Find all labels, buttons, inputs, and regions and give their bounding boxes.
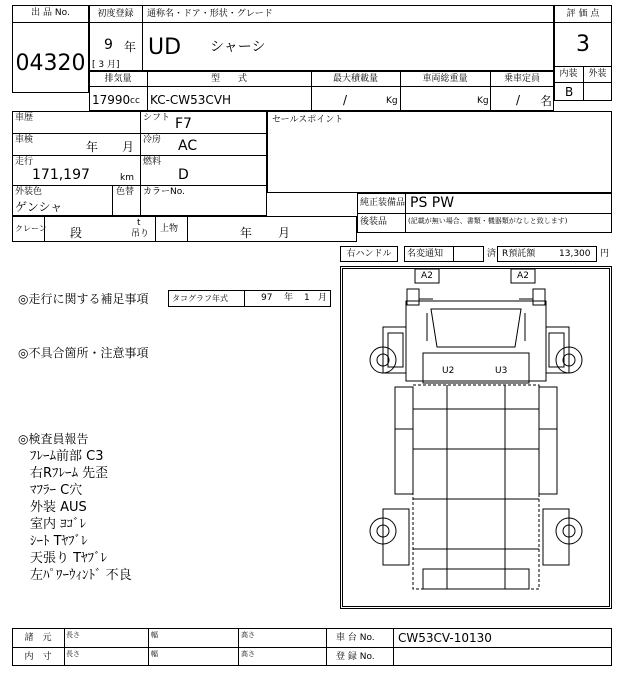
inspector-report-line: ｼｰﾄ Tﾔﾌﾞﾚ [30, 534, 88, 549]
tachograph-year: 97 [261, 293, 273, 303]
defect-title: ◎不具合箇所・注意事項 [18, 346, 149, 360]
inspector-report-line: 左ﾊﾟﾜｰｳｨﾝﾄﾞ 不良 [30, 568, 132, 583]
aftermarket-label: 後装品 [360, 217, 388, 227]
crane-stage-unit: 段 [70, 226, 83, 240]
recycle-done-label: 済 [487, 249, 497, 259]
registration-number-label: 登 録 No. [336, 652, 375, 662]
damage-mark-u2: U2 [442, 366, 455, 376]
first-registration-label: 初度登録 [97, 9, 134, 19]
inspector-report-line: 室内 ﾖｺﾞﾚ [30, 517, 87, 532]
inspector-report-line: 外装 AUS [30, 500, 87, 515]
capacity-slash: / [516, 93, 521, 107]
inspector-report-title: ◎検査員報告 [18, 432, 89, 446]
vehicle-name-label: 通称名・ドア・形状・グレード [147, 9, 273, 19]
interior-label: 内装 [559, 69, 578, 79]
damage-mark-a2-left: A2 [421, 271, 433, 281]
inner-width-label: 幅 [151, 650, 158, 658]
tachograph-month-unit: 月 [318, 293, 328, 303]
inner-dimensions-label: 内 寸 [24, 652, 52, 662]
exterior-color-value: ゲンシャ [15, 200, 63, 214]
inspector-report-line: ﾌﾚｰﾑ前部 C3 [30, 449, 104, 464]
crane-label: クレーン [15, 224, 47, 233]
crane-lift-label: 吊り [131, 229, 150, 239]
max-load-slash: / [343, 93, 348, 107]
shift-label: シフト [143, 113, 171, 123]
damage-mark-u3: U3 [495, 366, 508, 376]
color-change-label: 色替 [116, 187, 135, 197]
registration-year-unit: 年 [124, 40, 137, 54]
lot-number-box [12, 5, 89, 93]
recycle-amount: 13,300 [559, 249, 591, 259]
ac-label: 冷房 [143, 135, 162, 145]
chassis-number-label: 車 台 No. [336, 633, 375, 643]
right-handle-label: 右ハンドル [346, 249, 392, 259]
interior-grade: B [565, 85, 574, 99]
dims-height-label: 高さ [241, 631, 255, 639]
fuel-label: 燃料 [143, 157, 162, 167]
dims-width-label: 幅 [151, 631, 158, 639]
standard-equipment-value: PS PW [410, 195, 455, 211]
dims-length-label: 長さ [66, 631, 80, 639]
recycle-yen: 円 [600, 249, 610, 259]
exterior-color-label: 外装色 [15, 187, 43, 197]
model-label: 型 式 [210, 74, 247, 84]
inspection-label: 車検 [15, 135, 34, 145]
lot-number-label: 出 品 No. [31, 8, 70, 18]
name-change-label: 名変通知 [407, 249, 444, 259]
model-code: KC-CW53CVH [150, 93, 232, 107]
registration-year: 9 [104, 37, 113, 53]
gross-weight-label: 車両総重量 [422, 74, 468, 84]
inspection-month-unit: 月 [122, 140, 135, 154]
tachograph-label: タコグラフ年式 [172, 294, 228, 303]
capacity-label: 乗車定員 [503, 74, 540, 84]
damage-mark-a2-right: A2 [517, 271, 529, 281]
sales-points-label: セールスポイント [272, 115, 344, 125]
displacement-unit: cc [130, 96, 140, 106]
exterior-label: 外装 [588, 69, 607, 79]
inspector-report-line: ﾏﾌﾗｰ C穴 [30, 483, 83, 498]
truck-chassis-diagram [343, 269, 609, 606]
dimensions-label: 諸 元 [24, 633, 52, 643]
grade-label: 評 価 点 [566, 9, 600, 19]
inspection-year-unit: 年 [86, 140, 99, 154]
left-mirror [407, 289, 419, 305]
windshield [431, 309, 521, 347]
max-load-label: 最大積載量 [332, 74, 378, 84]
inner-length-label: 長さ [66, 650, 80, 658]
dashboard [427, 313, 525, 341]
mileage-value: 171,197 [32, 167, 90, 183]
capacity-unit: 名 [540, 94, 553, 108]
ac-value: AC [178, 138, 198, 154]
displacement-value: 17990 [92, 93, 131, 107]
shift-value: F7 [175, 116, 192, 132]
inner-height-label: 高さ [241, 650, 255, 658]
max-load-unit: Kg [386, 96, 398, 106]
gross-weight-unit: Kg [477, 96, 489, 106]
mileage-supplement-title: ◎走行に関する補足事項 [18, 292, 149, 306]
body-type: シャーシ [210, 39, 266, 55]
top-body-label: 上物 [160, 224, 179, 234]
displacement-label: 排気量 [104, 74, 132, 84]
grade-score: 3 [576, 32, 590, 57]
inspector-report-line: 天張り Tﾔﾌﾞﾚ [30, 551, 108, 566]
tachograph-month: 1 [304, 293, 310, 303]
inspector-report-line: 右Rﾌﾚｰﾑ 先歪 [30, 466, 109, 481]
top-body-month-unit: 月 [278, 226, 291, 240]
lot-number: 04320 [15, 51, 86, 76]
right-mirror [533, 289, 545, 305]
fuel-value: D [178, 167, 189, 183]
standard-equipment-label: 純正装備品 [360, 198, 406, 208]
registration-month: [ 3 月] [92, 60, 120, 70]
top-body-year-unit: 年 [240, 226, 253, 240]
maker-name: UD [148, 35, 182, 60]
mileage-unit: km [120, 173, 134, 183]
recycle-label: R預託額 [502, 249, 536, 259]
crane-row [12, 216, 357, 242]
mileage-label: 走行 [15, 157, 34, 167]
color-code-label: カラーNo. [143, 187, 185, 197]
inspector-report-list [30, 448, 132, 584]
crane-tonnage-unit: t [137, 218, 141, 228]
rear-bumper [423, 569, 529, 589]
history-label: 車歴 [15, 113, 34, 123]
aftermarket-note: (記載が無い場合、書類・機器類がなしと致します) [408, 217, 568, 225]
cab-floor [423, 353, 529, 383]
chassis-number: CW53CV-10130 [398, 631, 492, 645]
chassis-frame [413, 385, 539, 589]
tachograph-year-unit: 年 [284, 293, 294, 303]
